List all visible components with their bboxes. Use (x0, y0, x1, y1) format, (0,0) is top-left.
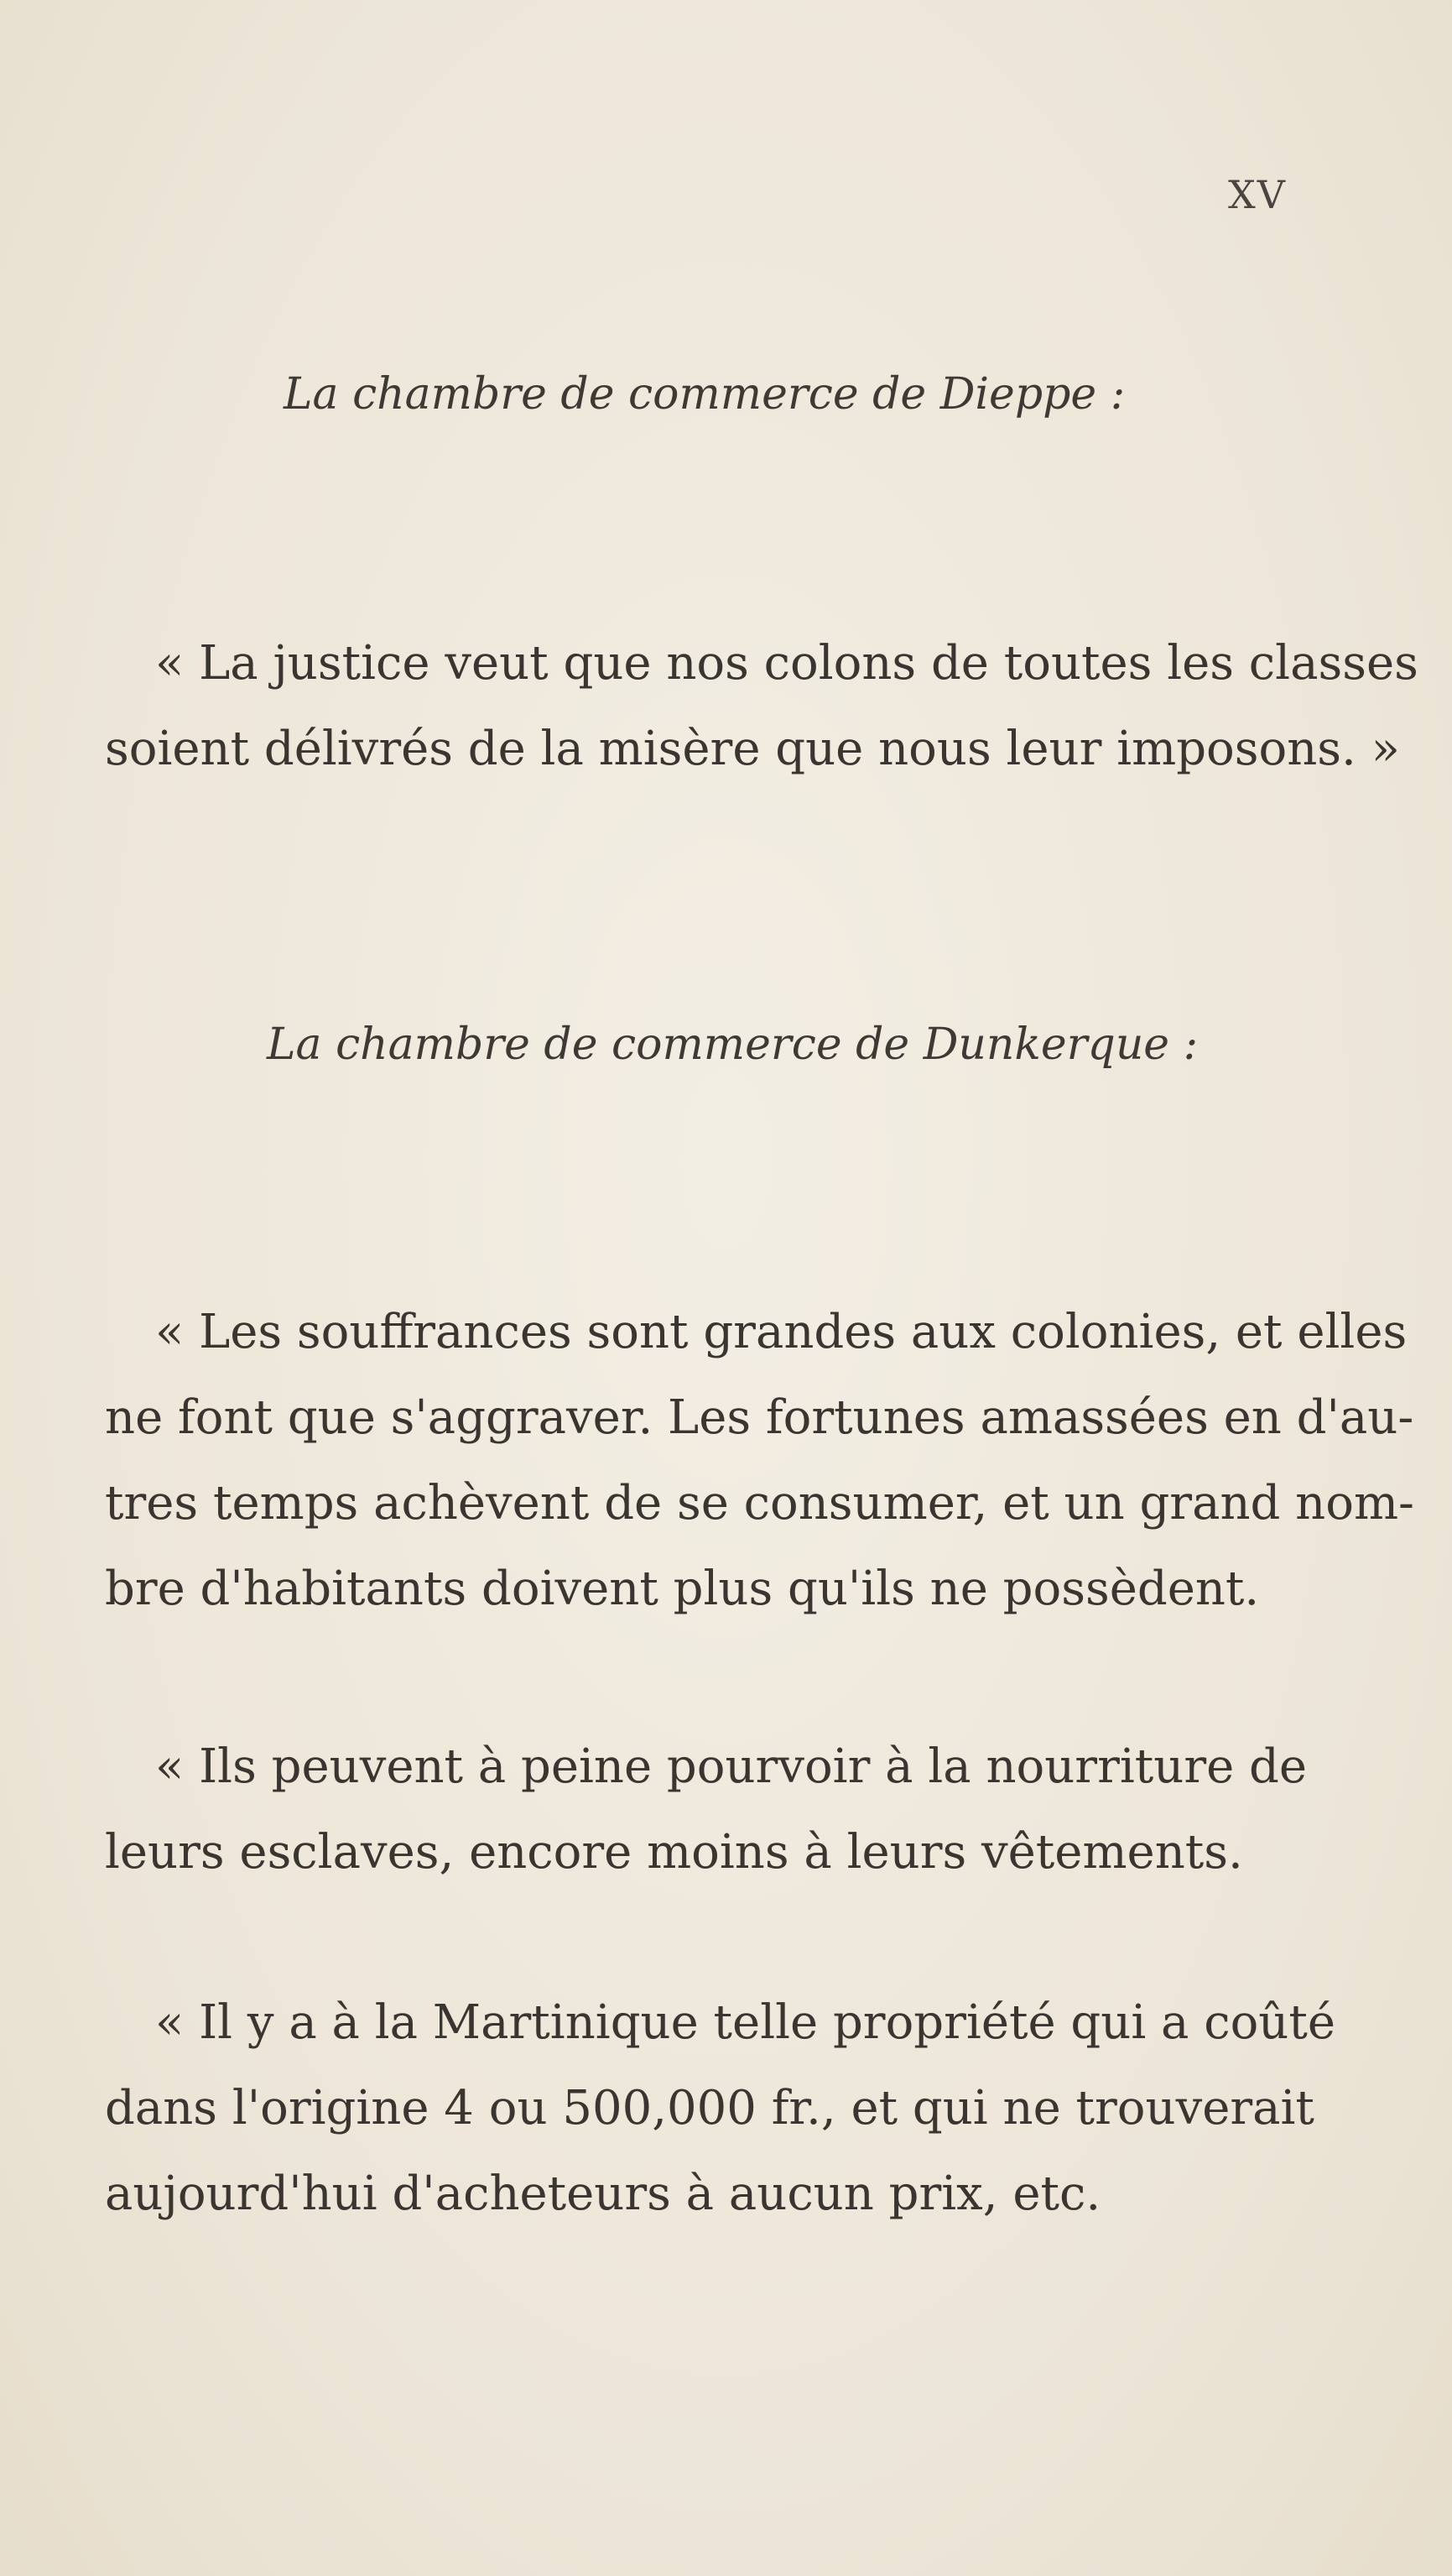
text-line: leurs esclaves, encore moins à leurs vêtements. (105, 1825, 1243, 1880)
page-number: XV (1228, 172, 1287, 217)
text-line: bre d'habitants doivent plus qu'ils ne possèdent. (105, 1562, 1260, 1616)
paragraph-dunkerque-quote-1 (105, 1290, 1414, 1632)
paragraph-dieppe-quote (105, 621, 1418, 792)
text-line: « Les souffrances sont grandes aux colonies, et elles (155, 1305, 1408, 1359)
text-line: soient délivrés de la misère que nous leur imposons. » (105, 722, 1400, 776)
paragraph-dunkerque-quote-3 (105, 1980, 1335, 2237)
text-line: « Ils peuvent à peine pourvoir à la nourriture de (155, 1739, 1308, 1794)
section-heading-dieppe: La chambre de commerce de Dieppe : (284, 369, 1126, 420)
text-line: ne font que s'aggraver. Les fortunes amassées en d'au- (105, 1390, 1414, 1445)
paragraph-dunkerque-quote-2 (105, 1724, 1308, 1895)
text-line: « Il y a à la Martinique telle propriété qui a coûté (155, 1995, 1335, 2050)
text-line: aujourd'hui d'acheteurs à aucun prix, etc. (105, 2167, 1101, 2221)
text-line: « La justice veut que nos colons de toutes les classes (155, 636, 1418, 691)
section-heading-dunkerque: La chambre de commerce de Dunkerque : (267, 1019, 1199, 1070)
text-line: dans l'origine 4 ou 500,000 fr., et qui ne trouverait (105, 2081, 1314, 2135)
text-line: tres temps achèvent de se consumer, et un grand nom- (105, 1476, 1414, 1530)
